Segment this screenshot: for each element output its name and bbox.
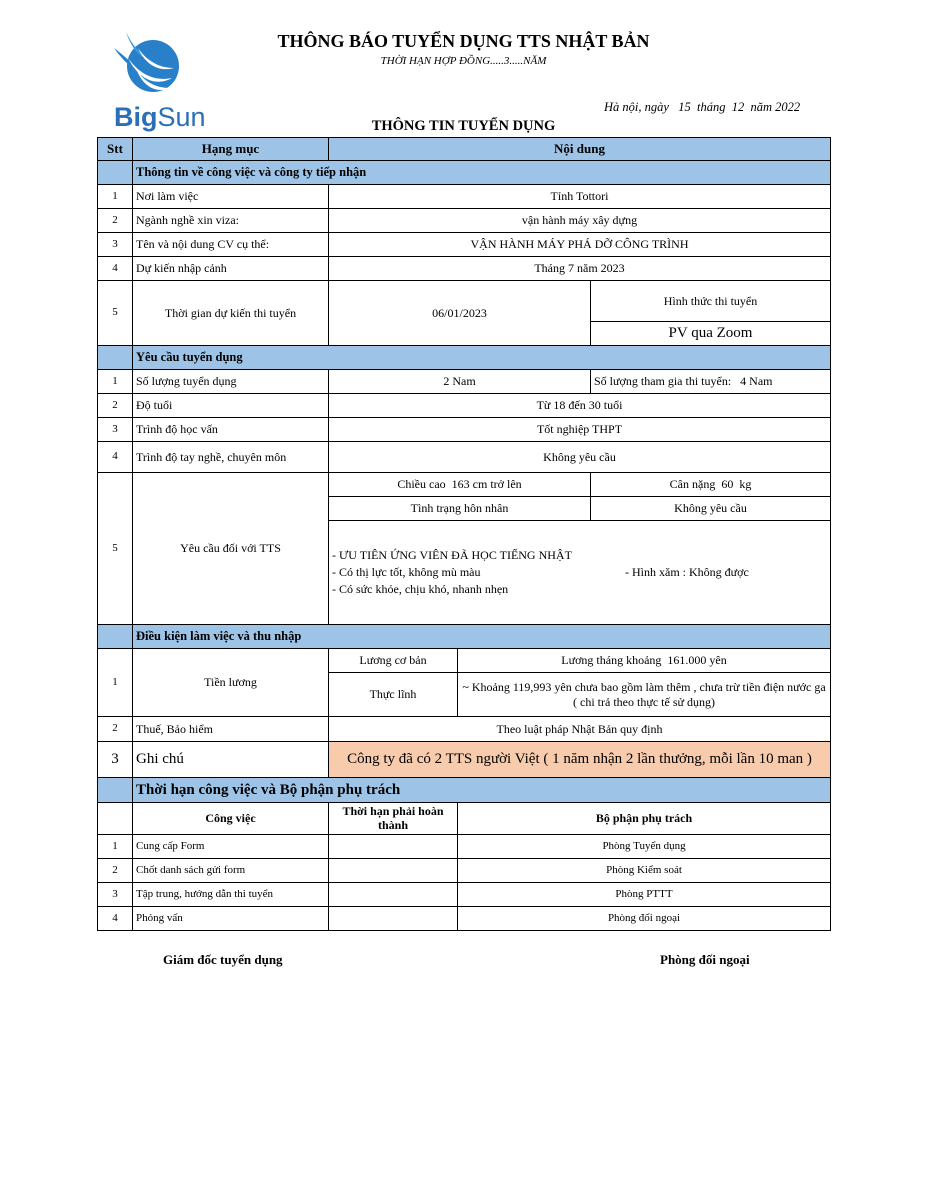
row-label: Số lượng tuyển dụng bbox=[133, 370, 329, 394]
table-row bbox=[98, 649, 831, 673]
job-cell: Cung cấp Form bbox=[133, 835, 329, 859]
section-responsibility-header bbox=[98, 778, 831, 803]
net-salary-value: ~ Khoảng 119,993 yên chưa bao gồm làm thêm , chưa trừ tiền điện nước ga ( chi trả theo thực tế sử dụng) bbox=[458, 673, 831, 717]
row-value: Tốt nghiệp THPT bbox=[329, 418, 831, 442]
row-label: Thuế, Bảo hiểm bbox=[133, 717, 329, 742]
header-stt: Stt bbox=[98, 138, 133, 161]
row-label: Tên và nội dung CV cụ thể: bbox=[133, 233, 329, 257]
deadline-cell bbox=[329, 835, 458, 859]
exam-count: Số lượng tham gia thi tuyển: 4 Nam bbox=[591, 370, 831, 394]
row-value: Theo luật pháp Nhật Bản quy định bbox=[329, 717, 831, 742]
table-row bbox=[98, 859, 831, 883]
row-value: Từ 18 đến 30 tuổi bbox=[329, 394, 831, 418]
section-job-info-header bbox=[98, 161, 831, 185]
table-row bbox=[98, 257, 831, 281]
row-number: 2 bbox=[98, 394, 133, 418]
row-number: 2 bbox=[98, 717, 133, 742]
note-japanese: - ƯU TIÊN ỨNG VIÊN ĐÃ HỌC TIẾNG NHẬT bbox=[332, 548, 572, 563]
base-salary-value: Lương tháng khoảng 161.000 yên bbox=[458, 649, 831, 673]
row-label: Ngành nghề xin viza: bbox=[133, 209, 329, 233]
row-number: 1 bbox=[98, 185, 133, 209]
row-number: 2 bbox=[98, 209, 133, 233]
row-number: 4 bbox=[98, 442, 133, 473]
table-row bbox=[98, 835, 831, 859]
row-value: VẬN HÀNH MÁY PHÁ DỠ CÔNG TRÌNH bbox=[329, 233, 831, 257]
row-value: Không yêu cầu bbox=[329, 442, 831, 473]
row-number: 5 bbox=[98, 281, 133, 346]
deadline-cell bbox=[329, 907, 458, 931]
section-requirements-header bbox=[98, 346, 831, 370]
table-header-row bbox=[98, 138, 831, 161]
exam-date: 06/01/2023 bbox=[329, 281, 591, 346]
row-number: 4 bbox=[98, 257, 133, 281]
subtable-header-row bbox=[98, 803, 831, 835]
row-number: 1 bbox=[98, 835, 133, 859]
table-row bbox=[98, 233, 831, 257]
row-label: Độ tuổi bbox=[133, 394, 329, 418]
table-row bbox=[98, 717, 831, 742]
header-content: Nội dung bbox=[329, 138, 831, 161]
marital-label: Tình trạng hôn nhân bbox=[329, 497, 591, 521]
row-label: Dự kiến nhập cảnh bbox=[133, 257, 329, 281]
row-value: Tháng 7 năm 2023 bbox=[329, 257, 831, 281]
exam-form-value: PV qua Zoom bbox=[591, 322, 831, 346]
section-title: Thông tin về công việc và công ty tiếp nhận bbox=[133, 161, 831, 185]
deadline-cell bbox=[329, 883, 458, 907]
logo-text-light: Sun bbox=[157, 102, 206, 132]
col-department: Bộ phận phụ trách bbox=[458, 803, 831, 835]
table-row bbox=[98, 883, 831, 907]
note-value: Công ty đã có 2 TTS người Việt ( 1 năm nhận 2 lần thưởng, mỗi lần 10 man ) bbox=[329, 742, 831, 778]
table-row bbox=[98, 370, 831, 394]
row-number: 3 bbox=[98, 233, 133, 257]
row-value: vận hành máy xây dựng bbox=[329, 209, 831, 233]
table-row bbox=[98, 907, 831, 931]
note-line-2 bbox=[332, 564, 827, 581]
job-cell: Chốt danh sách gửi form bbox=[133, 859, 329, 883]
department-cell: Phòng Kiểm soát bbox=[458, 859, 831, 883]
department-cell: Phòng PTTT bbox=[458, 883, 831, 907]
row-label: Trình độ học vấn bbox=[133, 418, 329, 442]
row-label: Thời gian dự kiến thi tuyển bbox=[133, 281, 329, 346]
section-conditions-header bbox=[98, 625, 831, 649]
recruitment-table bbox=[97, 137, 831, 931]
row-number: 3 bbox=[98, 742, 133, 778]
row-label: Nơi làm việc bbox=[133, 185, 329, 209]
row-number: 4 bbox=[98, 907, 133, 931]
row-label: Trình độ tay nghề, chuyên môn bbox=[133, 442, 329, 473]
table-row bbox=[98, 209, 831, 233]
row-number: 1 bbox=[98, 649, 133, 717]
job-cell: Tập trung, hướng dẫn thi tuyển bbox=[133, 883, 329, 907]
row-number: 3 bbox=[98, 883, 133, 907]
table-row bbox=[98, 185, 831, 209]
col-job: Công việc bbox=[133, 803, 329, 835]
row-label: Yêu cầu đối với TTS bbox=[133, 473, 329, 625]
document-subtitle: THỜI HẠN HỢP ĐỒNG.....3.....NĂM bbox=[380, 55, 547, 67]
signature-director: Giám đốc tuyển dụng bbox=[163, 952, 283, 967]
department-cell: Phòng đối ngoại bbox=[458, 907, 831, 931]
height-requirement: Chiều cao 163 cm trở lên bbox=[329, 473, 591, 497]
row-number: 1 bbox=[98, 370, 133, 394]
row-label: Tiền lương bbox=[133, 649, 329, 717]
base-salary-label: Lương cơ bản bbox=[329, 649, 458, 673]
date-line: Hà nội, ngày 15 tháng 12 năm 2022 bbox=[604, 100, 801, 114]
table-row bbox=[98, 394, 831, 418]
note-tattoo: - Hình xăm : Không được bbox=[625, 565, 749, 580]
table-row bbox=[98, 418, 831, 442]
section-title: Thời hạn công việc và Bộ phận phụ trách bbox=[133, 778, 831, 803]
section-title: Yêu cầu tuyển dụng bbox=[133, 346, 831, 370]
note-eyesight: - Có thị lực tốt, không mù màu bbox=[332, 565, 481, 580]
row-number: 2 bbox=[98, 859, 133, 883]
note-health: - Có sức khỏe, chịu khó, nhanh nhẹn bbox=[332, 581, 509, 596]
logo-text-bold: Big bbox=[114, 102, 158, 132]
department-cell: Phòng Tuyển dụng bbox=[458, 835, 831, 859]
table-row bbox=[98, 742, 831, 778]
deadline-cell bbox=[329, 859, 458, 883]
exam-form-label: Hình thức thi tuyển bbox=[591, 281, 831, 322]
document-title: THÔNG BÁO TUYỂN DỤNG TTS NHẬT BẢN bbox=[277, 31, 650, 51]
net-salary-label: Thực lĩnh bbox=[329, 673, 458, 717]
col-deadline: Thời hạn phải hoàn thành bbox=[329, 803, 458, 835]
row-number: 5 bbox=[98, 473, 133, 625]
row-number: 3 bbox=[98, 418, 133, 442]
section-title: Điều kiện làm việc và thu nhập bbox=[133, 625, 831, 649]
table-row bbox=[98, 281, 831, 322]
weight-requirement: Cân nặng 60 kg bbox=[591, 473, 831, 497]
header-item: Hạng mục bbox=[133, 138, 329, 161]
job-cell: Phỏng vấn bbox=[133, 907, 329, 931]
marital-value: Không yêu cầu bbox=[591, 497, 831, 521]
row-value: 2 Nam bbox=[329, 370, 591, 394]
table-title: THÔNG TIN TUYỂN DỤNG bbox=[371, 118, 556, 134]
table-row bbox=[98, 442, 831, 473]
requirement-notes bbox=[329, 521, 831, 625]
row-value: Tỉnh Tottori bbox=[329, 185, 831, 209]
signature-foreign-affairs: Phòng đối ngoại bbox=[660, 952, 750, 967]
table-row bbox=[98, 473, 831, 497]
row-label: Ghi chú bbox=[133, 742, 329, 778]
